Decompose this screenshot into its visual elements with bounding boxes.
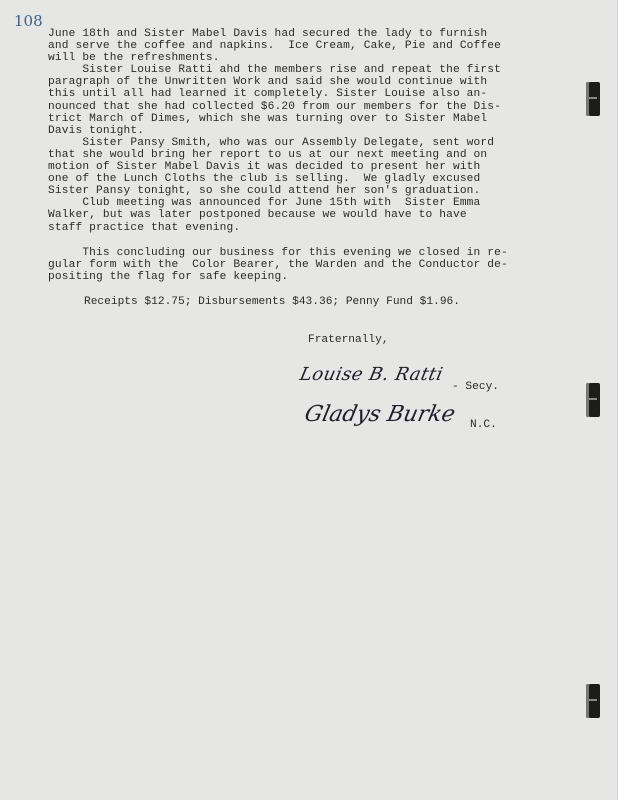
body-line: this until all had learned it completely. Sister Louise also an- — [48, 88, 488, 101]
body-line: Sister Louise Ratti ahd the members rise and repeat the first — [48, 64, 501, 77]
body-line: This concluding our business for this evening we closed in re- — [48, 246, 508, 259]
body-line: will be the refreshments. — [48, 52, 220, 65]
binder-tab — [586, 684, 600, 718]
body-line: June 18th and Sister Mabel Davis had secured the lady to furnish — [48, 28, 488, 40]
secretary-title: - Secy. — [452, 381, 499, 393]
body-line: one of the Lunch Cloths the club is selling. We gladly excused — [48, 173, 481, 186]
minutes-body — [48, 28, 548, 283]
body-line: gular form with the Color Bearer, the Warden and the Conductor de- — [48, 258, 508, 271]
totals-line: Receipts $12.75; Disbursements $43.36; Penny Fund $1.96. — [84, 296, 460, 308]
body-line: motion of Sister Mabel Davis it was decided to present her with — [48, 161, 481, 174]
body-line: Davis tonight. — [48, 124, 145, 137]
body-line: Sister Pansy Smith, who was our Assembly Delegate, sent word — [48, 136, 495, 149]
paragraph-gap — [48, 234, 548, 247]
body-line: staff practice that evening. — [48, 221, 241, 234]
body-line: positing the flag for safe keeping. — [48, 270, 289, 283]
body-line: Sister Pansy tonight, so she could attend her son's graduation. — [48, 185, 481, 198]
closing-salutation: Fraternally, — [308, 334, 389, 346]
body-line: trict March of Dimes, which she was turning over to Sister Mabel — [48, 112, 488, 125]
body-line: paragraph of the Unwritten Work and said she would continue with — [48, 76, 488, 89]
nc-title: N.C. — [470, 419, 497, 431]
binder-tab — [586, 82, 600, 116]
body-line: Walker, but was later postponed because we would have to have — [48, 209, 467, 222]
nc-signature: Gladys Burke — [302, 402, 458, 427]
page-number: 108 — [14, 12, 43, 30]
body-line: Club meeting was announced for June 15th with Sister Emma — [48, 197, 481, 210]
body-line: and serve the coffee and napkins. Ice Cream, Cake, Pie and Coffee — [48, 40, 501, 53]
body-line: nounced that she had collected $6.20 from our members for the Dis- — [48, 100, 501, 113]
binder-tab — [586, 383, 600, 417]
secretary-signature: Louise B. Ratti — [297, 364, 446, 385]
body-line: that she would bring her report to us at our next meeting and on — [48, 148, 488, 161]
